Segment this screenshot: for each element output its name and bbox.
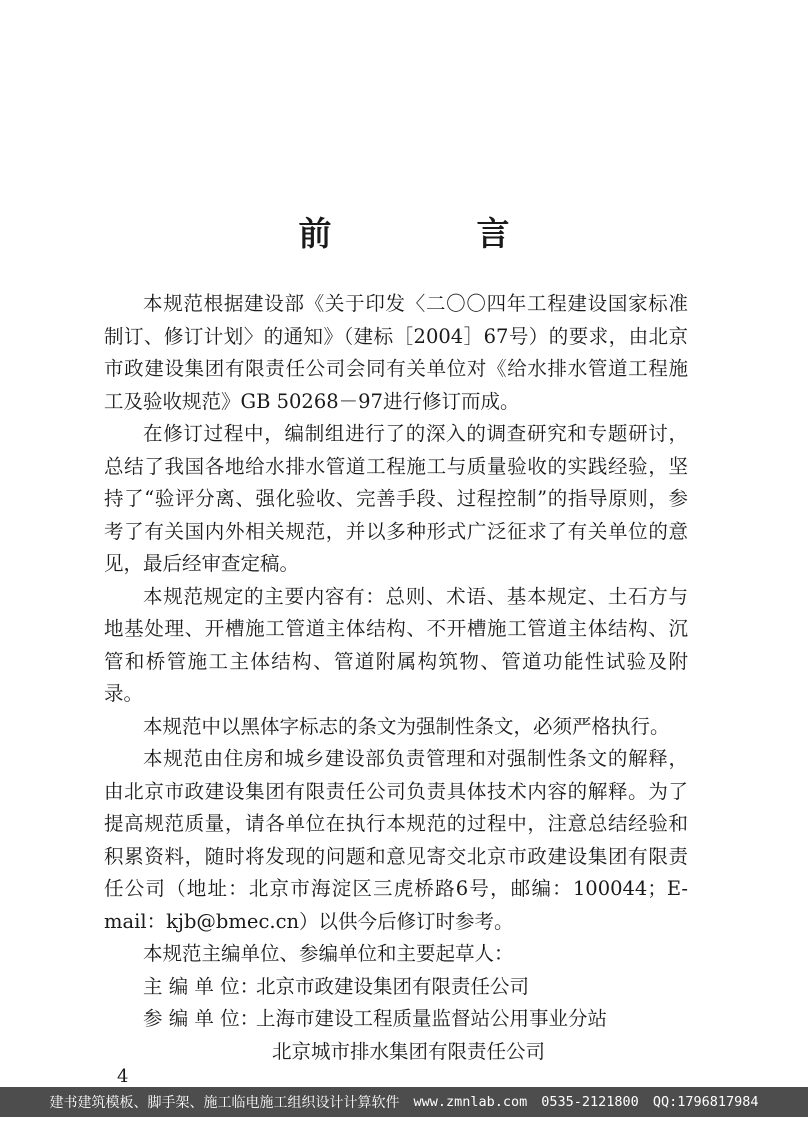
page-number: 4 <box>117 1066 129 1087</box>
participating-unit-row <box>104 1003 688 1036</box>
paragraph: 本规范根据建设部《关于印发〈二〇〇四年工程建设国家标准制订、修订计划〉的通知》（建标［2004］67号）的要求，由北京市政建设集团有限责任公司会同有关单位对《给水排水管道工程施工及验收规范》GB 50268－97进行修订而成。 <box>104 292 688 413</box>
participating-unit-label: 参 编 单 位： <box>143 1007 260 1030</box>
footer-ad-text: 建书建筑模板、脚手架、施工临电施工组织设计计算软件 <box>49 1095 400 1111</box>
chief-unit-label: 主 编 单 位： <box>143 974 260 998</box>
footer-website-link[interactable]: www.zmnlab.com <box>413 1094 528 1110</box>
participating-unit-value: 北京城市排水集团有限责任公司 <box>272 1039 546 1063</box>
units-roster <box>104 971 688 1069</box>
page-title: 前 言 <box>298 214 566 253</box>
footer-phone: 0535-2121800 <box>541 1094 639 1110</box>
paragraph: 本规范由住房和城乡建设部负责管理和对强制性条文的解释，由北京市政建设集团有限责任公司负责具体技术内容的解释。为了提高规范质量，请各单位在执行本规范的过程中，注意总结经验和积累资料，随时将发现的问题和意见寄交北京市政建设集团有限责任公司（地址：北京市海淀区三虎桥路6号，邮编：100044；E-mail：kjb@bmec.cn）以供今后修订时参考。 <box>104 747 688 933</box>
paragraph: 本规范主编单位、参编单位和主要起草人： <box>143 942 514 965</box>
chief-unit-value: 北京市政建设集团有限责任公司 <box>256 974 530 998</box>
preface-body <box>104 288 688 1068</box>
paragraph: 在修订过程中，编制组进行了的深入的调查研究和专题研讨，总结了我国各地给水排水管道工程施工与质量验收的实践经验，坚持了“验评分离、强化验收、完善手段、过程控制”的指导原则，参考了有关国内外相关规范，并以多种形式广泛征求了有关单位的意见，最后经审查定稿。 <box>104 422 688 575</box>
participating-unit-value: 上海市建设工程质量监督站公用事业分站 <box>256 1007 608 1030</box>
chief-unit-row <box>104 971 688 1004</box>
paragraph: 本规范中以黑体字标志的条文为强制性条文，必须严格执行。 <box>143 714 670 738</box>
paragraph: 本规范规定的主要内容有：总则、术语、基本规定、土石方与地基处理、开槽施工管道主体结构、不开槽施工管道主体结构、沉管和桥管施工主体结构、管道附属构筑物、管道功能性试验及附录。 <box>104 584 688 705</box>
footer-ad-bar <box>0 1087 808 1117</box>
participating-unit-row <box>104 1036 688 1069</box>
footer-qq: QQ:1796817984 <box>652 1094 759 1110</box>
